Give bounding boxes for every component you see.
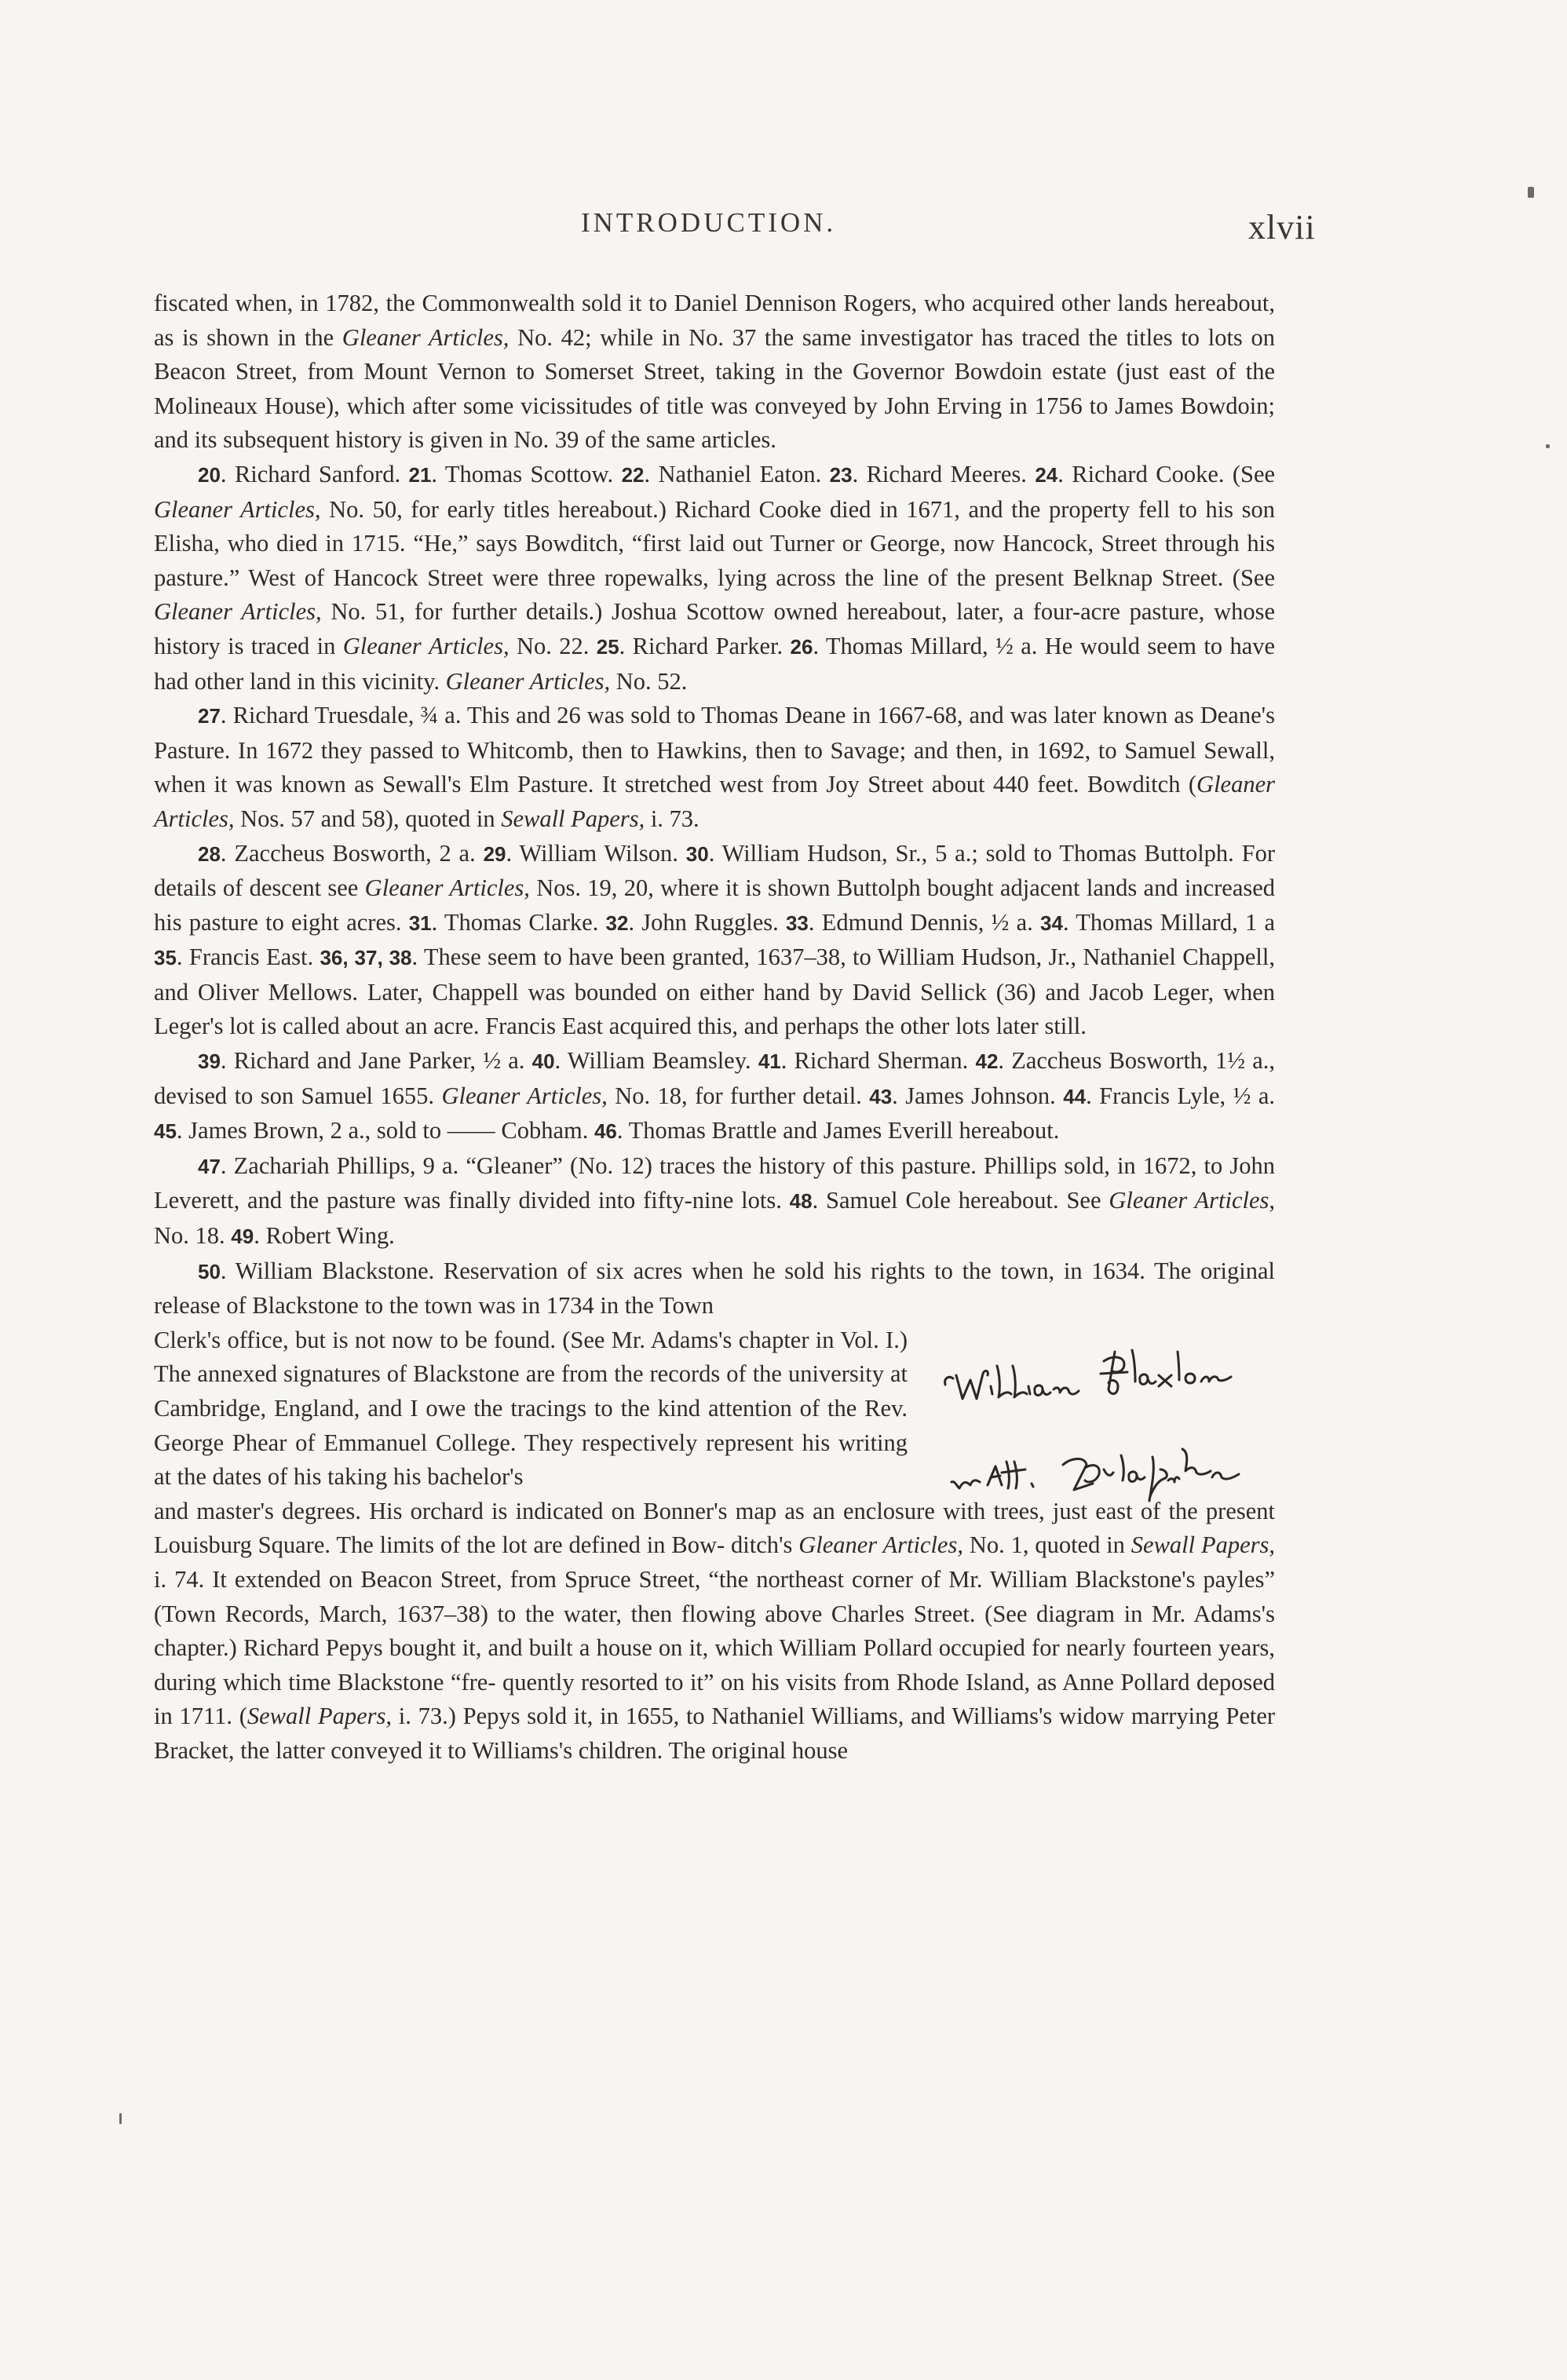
running-header (0, 207, 1567, 254)
text-line: . Francis East. (176, 944, 314, 971)
text-line: . Zaccheus Bosworth, 2 a. (220, 839, 476, 867)
signature-william-blaxton (939, 1334, 1277, 1421)
text-line: . Nathaniel Eaton. (644, 460, 822, 487)
text-line: trees, just east of the present Louisburg Square. The limits of the lot are defined in Bow- (154, 1497, 1276, 1559)
text-line: . John Ruggles. (628, 908, 779, 936)
text-line: i. 73. (650, 805, 699, 832)
lot-number: 31 (408, 911, 432, 935)
text-line: i. 73.) Pepys sold it, in 1655, to Nathaniel Williams, and Williams's widow (398, 1703, 1125, 1730)
lot-number: 27 (198, 704, 221, 728)
lot-number: 49 (231, 1225, 254, 1249)
text-line: pasture.” West of Hancock Street were three ropewalks, lying across the line of the (154, 564, 986, 591)
citation: Gleaner Articles, (445, 667, 611, 695)
text-line: 20, where it is shown Buttolph bought adjacent lands and increased his pasture to eight (154, 874, 1276, 936)
text-line: . Richard Truesdale, ¾ a. This and 26 was sold to Thomas Deane in 1667-68, (220, 702, 963, 729)
paragraph (154, 287, 1275, 458)
text-line: Clerk's office, but is not now to be found. (See Mr. Adams's (154, 1326, 732, 1353)
text-line: . Robert Wing. (254, 1222, 395, 1250)
margin-mark (119, 2113, 122, 2124)
lot-number: 23 (829, 462, 853, 487)
running-title: INTRODUCTION. (581, 207, 837, 238)
paragraph (154, 1044, 1275, 1149)
text-line: . Richard Parker. (619, 632, 784, 659)
text-line: . Francis Lyle, ½ a. (1086, 1082, 1276, 1109)
text-line: . William Wilson. (506, 839, 678, 867)
citation: Gleaner Articles, (1109, 1187, 1276, 1214)
text-line: Sewall's Elm Pasture. It stretched west from Joy Street about 440 feet. Bowditch (382, 771, 1181, 798)
citation: Gleaner Articles, (798, 1531, 963, 1559)
text-line: articles. (701, 426, 776, 454)
text-line: . William Beamsley. (554, 1047, 751, 1075)
text-line: and master's degrees. His orchard is indicated on Bonner's map as an enclosure with (154, 1497, 986, 1524)
text-line: . Samuel Cole hereabout. See (812, 1187, 1101, 1214)
text-line: town, in 1634. The original release of Blackstone to the town was in 1734 in the Town (154, 1257, 1275, 1320)
text-line: acres. (346, 908, 402, 936)
paragraph (154, 1254, 1275, 1323)
text-line: ( (239, 1703, 247, 1730)
signature-section (154, 1323, 1275, 1495)
lot-number: 22 (621, 462, 645, 487)
lot-number: 36, 37, 38 (320, 946, 412, 970)
text-line: sold to —— Cobham. (376, 1117, 589, 1144)
citation: Gleaner Articles, (364, 874, 530, 902)
text-line: No. 51, for further details.) Joshua (331, 598, 678, 626)
text-line: Hawkins, then to Savage; and then, in 1692, to Samuel Sewall, when it was known as (154, 736, 1275, 798)
citation: Articles, (429, 632, 510, 659)
text-line: quently resorted to it” on his visits from Rhode Island, as Anne Pollard deposed in 1711. (154, 1668, 1275, 1730)
text-line: Molineaux House), which after some vicissitudes of title was conveyed by John Erving (154, 392, 1003, 419)
text-line: . Richard (852, 460, 943, 487)
text-line: No. 18. (154, 1222, 225, 1250)
citation: Sewall Papers, (1131, 1531, 1275, 1559)
signature-images (939, 1323, 1277, 1528)
text-line: . William Blackstone. Reservation of six acres when he sold his rights to the (220, 1257, 992, 1284)
text-line: Nos. 19, (536, 874, 618, 902)
text-line: Nos. 57 and 58), quoted in (240, 805, 495, 832)
text-line: . James Brown, 2 a., (176, 1117, 371, 1144)
lot-number: 50 (198, 1259, 221, 1283)
lot-number: 42 (975, 1049, 999, 1074)
text-line: in 1756 to James Bowdoin; and its subsequent history is given in No. 39 of the same (154, 392, 1276, 454)
text-line: are from the records of the university at Cambridge, England, (154, 1360, 908, 1422)
lot-number: 24 (1035, 462, 1058, 487)
lot-number: 32 (605, 911, 629, 935)
text-line: called about an acre. Francis East acquired this, and perhaps the other lots later still. (282, 1013, 1087, 1040)
text-line: present Belknap Street. (See (995, 564, 1275, 591)
text-line: represent his writing at the dates of his taking his bachelor's (154, 1429, 908, 1491)
lot-number: 35 (154, 946, 177, 970)
text-line: Phillips sold, in 1672, to John Leverett, and the pasture was finally divided into fifty-nine (154, 1152, 1275, 1214)
text-line: . Thomas Scottow. (431, 460, 614, 487)
text-line: . Thomas Millard, ½ a. He would seem to (813, 632, 1223, 659)
text-line: and was later known as Deane's Pasture. In 1672 they passed to Whitcomb, then to (154, 702, 1275, 764)
lot-number: 45 (154, 1119, 177, 1144)
paragraph (154, 699, 1275, 836)
text-line: . Edmund Dennis, ½ a. (808, 908, 1033, 936)
text-line: and I owe the tracings to the kind attention of the Rev. (367, 1395, 908, 1422)
margin-mark (1528, 187, 1534, 198)
text-line: ditch's (731, 1531, 793, 1559)
lot-number: 47 (198, 1154, 221, 1178)
text-line: . James Johnson. (892, 1082, 1056, 1109)
paragraph (154, 458, 1275, 699)
page-number: xlvii (1248, 208, 1316, 246)
citation: Sewall Papers, (247, 1703, 392, 1730)
text-line: fiscated when, in 1782, the Commonwealth sold it to Daniel Dennison Rogers, who (154, 290, 966, 316)
lot-number: 48 (789, 1189, 813, 1214)
text-line: . Zachariah Phillips, 9 a. “Gleaner” (No. 12) traces the history of this pasture. (220, 1152, 977, 1179)
citation: Gleaner Articles, (441, 1082, 608, 1109)
text-line: Street, from Spruce Street, “the northeast corner of Mr. William Blackstone's payles” (440, 1565, 1276, 1593)
text-line: marrying Peter Bracket, the latter conveyed it to Williams's children. The original house (154, 1703, 1276, 1764)
text-line: George Phear of Emmanuel College. They respectively (154, 1429, 698, 1456)
citation: Gleaner Articles, (342, 323, 510, 351)
paragraph (154, 1495, 1275, 1769)
lot-number: 28 (198, 841, 221, 866)
citation: Gleaner (342, 632, 422, 659)
text-line: lots. (741, 1187, 782, 1214)
text-line: . These seem to have been granted, 1637–38, (411, 944, 846, 971)
lot-number: 44 (1063, 1084, 1087, 1108)
text-line: No. 22. (516, 632, 590, 659)
text-line: Richard Cooke died in 1671, and the property fell to his son Elisha, who died in 1715. (154, 495, 1275, 557)
signature-will-blaxton (939, 1433, 1277, 1520)
paragraph (154, 837, 1275, 1045)
text-line: chapter in Vol. I.) The annexed signatures of Blackstone (154, 1326, 908, 1388)
lot-number: 30 (685, 841, 709, 866)
text-line: No. 37 the same investigator has traced the titles to lots on Beacon Street, from Mount (154, 323, 1275, 385)
text-line: 5 a.; sold to Thomas Buttolph. For details of descent see (154, 839, 1276, 902)
text-line: for further detail. (695, 1082, 862, 1109)
body-text (154, 287, 1275, 1769)
citation: Gleaner Articles, (154, 495, 321, 523)
lot-number: 29 (483, 841, 506, 866)
text-line: Vernon to Somerset Street, taking in the Governor Bowdoin estate (just east of the (436, 358, 1276, 385)
lot-number: 39 (198, 1049, 221, 1074)
text-line: “He,” says Bowditch, “first laid out Turner or George, now Hancock, Street through his (413, 530, 1275, 557)
text-line: No. 42; while in (517, 323, 681, 351)
text-line: . Richard and Jane Parker, ½ a. (220, 1047, 525, 1075)
lot-number: 46 (594, 1119, 617, 1144)
text-line: was bounded on either hand by David Sellick (36) and Jacob Leger, when Leger's lot is (154, 978, 1276, 1040)
lot-number: 21 (408, 462, 432, 487)
margin-mark (1546, 444, 1550, 448)
lot-number: 41 (758, 1049, 781, 1074)
text-line: No. 50, for early titles hereabout.) (329, 495, 667, 523)
text-line: . Richard Sherman. (780, 1047, 969, 1075)
lot-number: 40 (531, 1049, 555, 1074)
text-line: Millard, 1 a (1160, 908, 1276, 936)
text-line: . Thomas Clarke. (431, 908, 599, 936)
text-line: Meeres. (950, 460, 1027, 487)
lot-number: 33 (785, 911, 809, 935)
citation: Gleaner Articles, (154, 771, 1275, 832)
lot-number: 26 (790, 634, 813, 659)
text-line: diagram in Mr. Adams's chapter.) Richard Pepys bought it, and built a house on it, which (154, 1600, 1275, 1662)
lot-number: 20 (198, 462, 221, 487)
citation: Sewall Papers, (501, 805, 645, 832)
text-line: Scottow owned hereabout, later, a four-acre pasture, whose history is traced in (154, 598, 1276, 659)
text-line: . Richard Cooke. (See (1057, 460, 1276, 487)
lot-number: 43 (869, 1084, 893, 1108)
text-line: ( (1188, 771, 1197, 798)
paragraph (154, 1149, 1275, 1254)
text-line: (Town Records, March, 1637–38) to the water, then flowing above Charles Street. (See (154, 1600, 1028, 1627)
lot-number: 34 (1040, 911, 1063, 935)
text-line: No. 52. (615, 667, 688, 695)
text-line: i. 74. It extended on Beacon (154, 1565, 433, 1593)
text-line: . Richard Sanford. (220, 460, 401, 487)
text-line: . Thomas (1062, 908, 1153, 936)
text-line: . Thomas Brattle and James Everill hereabout. (616, 1117, 1060, 1144)
text-line: have had other land in this vicinity. (154, 632, 1276, 695)
text-line: No. 1, quoted in (969, 1531, 1125, 1559)
paragraph (154, 1323, 908, 1495)
text-line: . Zaccheus Bosworth, 1½ a., devised to son Samuel 1655. (154, 1047, 1276, 1109)
citation: Gleaner Articles, (154, 598, 322, 626)
text-line: . William Hudson, Sr., (708, 839, 928, 867)
text-line: acquired other lands hereabout, as is shown in the (154, 290, 1275, 351)
text-line: to William Hudson, Jr., Nathaniel Chappell, and Oliver Mellows. Later, Chappell (154, 944, 1275, 1006)
lot-number: 25 (596, 634, 619, 659)
text-line: William Pollard occupied for nearly fourteen years, during which time Blackstone “fre- (154, 1634, 1275, 1696)
text-line: No. 18, (615, 1082, 688, 1109)
